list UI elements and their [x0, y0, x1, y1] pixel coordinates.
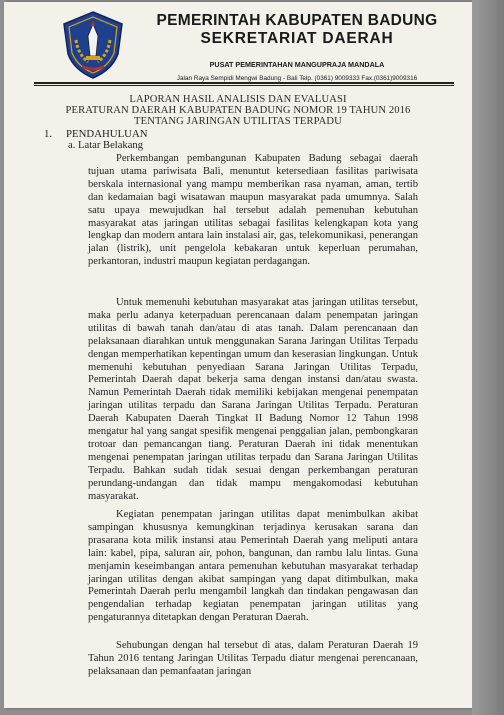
- letterhead-rule-thin: [34, 85, 454, 86]
- letterhead-rule-thick: [34, 82, 454, 84]
- report-title-line-1: LAPORAN HASIL ANALISIS DAN EVALUASI: [129, 94, 347, 105]
- scan-background-edge: [472, 0, 504, 715]
- report-title-line-3: TENTANG JARINGAN UTILITAS TERPADU: [134, 116, 342, 127]
- letterhead: [4, 2, 472, 90]
- document-page: [4, 2, 472, 708]
- government-name: PEMERINTAH KABUPATEN BADUNG: [156, 12, 438, 29]
- paragraph-2: Untuk memenuhi kebutuhan masyarakat atas jaringan utilitas tersebut, maka perlu adanya keterpaduan perencanaan dalam penempatan jaringan utilitas di bawah tanah dan/atau di atas tanah. Dalam perencanaan dan pelaksanaan diarahkan untuk menggunakan Sarana Jaringan Utilitas Terpadu dengan memperhatikan kepentingan umum dan keserasian lingkungan. Untuk memenuhi kebutuhan penyediaan Sarana Jaringan Utilitas Terpadu, Pemerintah Daerah dapat bekerja sama dengan instansi dan/atau swasta. Namun Pemerintah Daerah tidak memiliki kebijakan mengenai penempatan jaringan utilitas terpadu dan Sarana Jaringan Utilitas Terpadu. Peraturan Daerah Kabupaten Daerah Tingkat II Badung Nomor 12 Tahun 1998 mengatur hal yang sangat spesifik mengenai penggalian jalan, pembongkaran trotoar dan pemancangan tiang. Peraturan Daerah ini tidak menentukan mengenai penempatan jaringan utilitas terpadu dan Sarana Jaringan Utilitas Terpadu. Bahkan sudah tidak sesuai dengan perkembangan peraturan perundang-undangan dan tidak mampu mengakomodasi kebutuhan masyarakat.: [88, 297, 418, 502]
- subsection-label: a.: [68, 140, 76, 151]
- report-title-line-2: PERATURAN DAERAH KABUPATEN BADUNG NOMOR 19 TAHUN 2016: [65, 105, 411, 116]
- section-title: PENDAHULUAN: [66, 128, 148, 140]
- paragraph-3: Kegiatan penempatan jaringan utilitas dapat menimbulkan akibat sampingan khususnya kemungkinan terjadinya kerusakan sarana dan prasarana kota milik instansi atau Pemerintah Daerah yang meliputi antara lain: kabel, pipa, saluran air, pohon, bangunan, dan rambu lalu lintas. Guna menjamin keseimbangan antara pemenuhan kebutuhan masyarakat terhadap jaringan utilitas dengan akibat sampingan yang dapat ditimbulkan, maka Pemerintah Daerah perlu mengambil langkah dan tindakan pengawasan dan pengendalian terhadap kegiatan penempatan jaringan utilitas yang pengaturannya ditetapkan dengan Peraturan Daerah.: [88, 509, 418, 624]
- subsection-title: Latar Belakang: [78, 140, 144, 151]
- government-center-name: PUSAT PEMERINTAHAN MANGUPRAJA MANDALA: [209, 60, 385, 69]
- office-name: SEKRETARIAT DAERAH: [200, 30, 394, 47]
- report-title: [4, 94, 472, 127]
- paragraph-4: Sehubungan dengan hal tersebut di atas, dalam Peraturan Daerah 19 Tahun 2016 tentang Jaringan Utilitas Terpadu diatur mengenai perencanaan, pelaksanaan dan pemanfaatan jaringan: [88, 640, 418, 677]
- section-heading: [44, 128, 148, 140]
- badung-regency-emblem-icon: [60, 10, 126, 80]
- office-address: Jalan Raya Sempidi Mengwi Badung - Bali Telp. (0361) 9009333 Fax.(0361)9009316: [176, 75, 418, 82]
- subsection-heading: [68, 140, 143, 152]
- paragraph-1: Perkembangan pembangunan Kabupaten Badung sebagai daerah tujuan utama pariwisata Bali, menuntut ketersediaan fasilitas pariwisata berskala internasional yang mampu memberikan rasa nyaman, aman, tertib dan kedamaian bagi wisatawan maupun masyarakat pada umumnya. Salah satu upaya mewujudkan hal tersebut adalah pemenuhan kebutuhan masyarakat atas jaringan utilitas sebagai fasilitas kelengkapan kota yang lengkap dan modern antara lain instalasi air, gas, telekomunikasi, penerangan jalan (listrik), unit pengelola kebakaran untuk keperluan perumahan, perkantoran, industri maupun kegiatan perdagangan.: [88, 153, 418, 268]
- section-number: 1.: [44, 128, 53, 140]
